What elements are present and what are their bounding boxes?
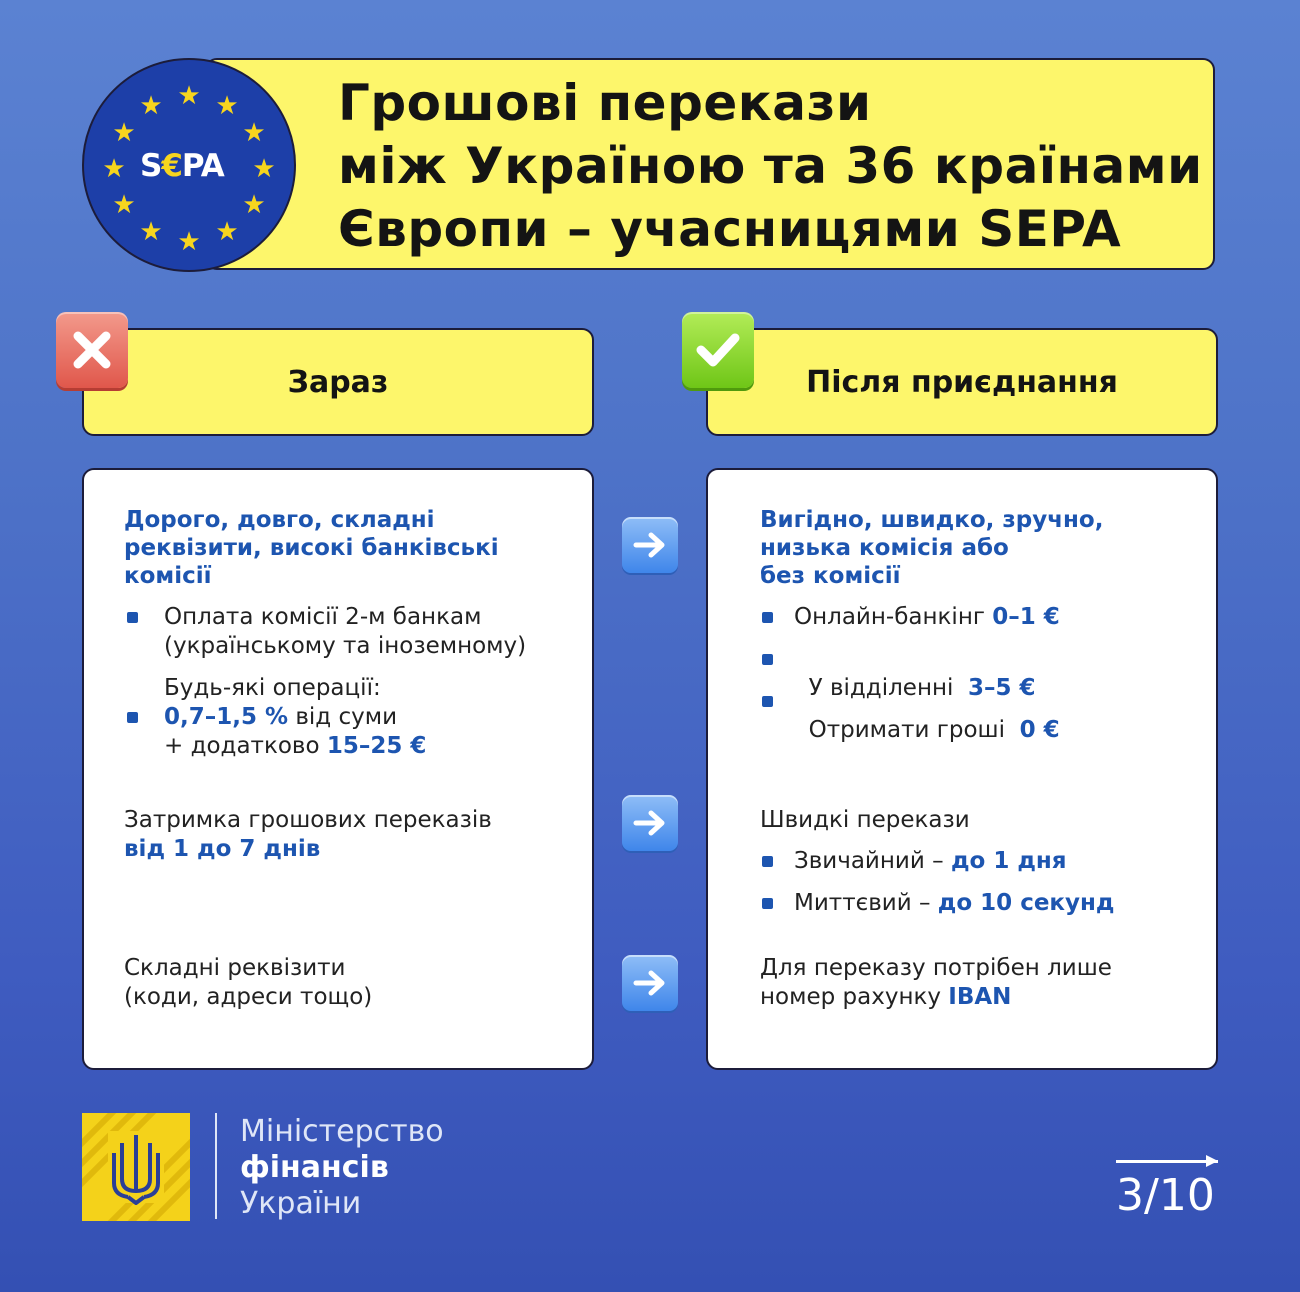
fee-label: У відділенні (808, 675, 969, 701)
bullet-marker (762, 654, 773, 665)
title-line-1: Грошові перекази (338, 74, 872, 132)
bullet-marker (127, 712, 138, 723)
svg-text:★: ★ (252, 154, 276, 184)
sepa-logo (82, 58, 296, 272)
fee-value: 3–5 € (968, 675, 1036, 701)
fee-item-receive (794, 687, 1060, 745)
svg-text:★: ★ (177, 81, 201, 111)
iban-info (760, 954, 1112, 1012)
iban-value: IBAN (948, 984, 1012, 1010)
title-line-3: Європи – учасницями SEPA (338, 200, 1122, 258)
bullet-marker (762, 856, 773, 867)
bullet-marker (762, 612, 773, 623)
ministry-line-1: Міністерство (240, 1114, 444, 1149)
left-heading (124, 506, 499, 590)
ministry-name (240, 1114, 444, 1222)
page-number: 3/10 (1116, 1170, 1215, 1221)
operations-extra-value: 15–25 € (326, 733, 427, 759)
svg-text:★: ★ (112, 190, 136, 220)
operations-extra-prefix: + додатково (164, 733, 327, 759)
ministry-line-3: України (240, 1186, 362, 1221)
speed-label: Звичайний – (794, 848, 951, 874)
arrow-right-icon (622, 795, 678, 851)
svg-text:★: ★ (139, 217, 163, 247)
header-after-label: Після приєднання (806, 364, 1118, 400)
pagination-arrow-line (1116, 1160, 1218, 1163)
speed-item-regular (794, 847, 1067, 876)
title-line-2: між Україною та 36 країнами (338, 137, 1203, 195)
svg-text:★: ★ (242, 190, 266, 220)
iban-line-2-prefix: номер рахунку (760, 984, 949, 1010)
right-heading-line-2: низька комісія або (760, 535, 1009, 561)
left-bullet-fees-line-2: (українському та іноземному) (164, 633, 527, 659)
delay-line-2: від 1 до 7 днів (124, 836, 321, 862)
header-now-label: Зараз (287, 364, 389, 400)
left-delay (124, 806, 492, 864)
header-after (706, 328, 1218, 436)
left-details (124, 954, 372, 1012)
fee-item-online (794, 603, 1060, 632)
arrow-right-icon (622, 955, 678, 1011)
sepa-euro-sign: € (161, 148, 182, 184)
svg-text:★: ★ (177, 227, 201, 257)
right-heading-line-1: Вигідно, швидко, зручно, (760, 507, 1104, 533)
left-heading-line-1: Дорого, довго, складні (124, 507, 435, 533)
svg-text:★: ★ (102, 154, 126, 184)
fee-label: Отримати гроші (808, 717, 1020, 743)
header-now (82, 328, 594, 436)
operations-percent: 0,7–1,5 % (164, 704, 289, 730)
svg-text:★: ★ (112, 118, 136, 148)
bullet-marker (762, 898, 773, 909)
cross-icon (56, 312, 128, 388)
svg-text:★: ★ (215, 91, 239, 121)
speed-value: до 1 дня (950, 848, 1067, 874)
sepa-letters-pa: PA (181, 148, 224, 184)
arrow-right-icon (622, 517, 678, 573)
sepa-wordmark (140, 148, 224, 184)
details-line-1: Складні реквізити (124, 955, 346, 981)
pagination-arrow-icon (1206, 1155, 1218, 1167)
left-bullet-fees-line-1: Оплата комісії 2-м банкам (164, 604, 482, 630)
check-icon (682, 312, 754, 388)
left-bullet-operations (164, 674, 426, 761)
iban-line-1: Для переказу потрібен лише (760, 955, 1112, 981)
left-bullet-fees (164, 603, 526, 661)
svg-text:★: ★ (242, 118, 266, 148)
speed-label: Миттєвий – (794, 890, 938, 916)
delay-line-1: Затримка грошових переказів (124, 807, 492, 833)
speed-item-instant (794, 889, 1115, 918)
bullet-marker (762, 696, 773, 707)
operations-intro: Будь-які операції: (164, 675, 381, 701)
details-line-2: (коди, адреси тощо) (124, 984, 373, 1010)
bullet-marker (127, 612, 138, 623)
svg-text:★: ★ (215, 217, 239, 247)
fast-transfers-title: Швидкі перекази (760, 807, 970, 833)
svg-text:★: ★ (139, 91, 163, 121)
left-heading-line-3: комісії (124, 563, 212, 589)
trident-icon (82, 1113, 190, 1221)
right-heading (760, 506, 1103, 590)
right-heading-line-3: без комісії (760, 563, 901, 589)
ministry-line-2: фінансів (240, 1150, 389, 1185)
operations-suffix: від суми (288, 704, 398, 730)
fee-label: Онлайн-банкінг (794, 604, 993, 630)
sepa-letter-s: S (140, 148, 162, 184)
page-title (338, 72, 1218, 261)
fee-value: 0 € (1019, 717, 1060, 743)
speed-value: до 10 секунд (937, 890, 1115, 916)
logo-divider (215, 1113, 217, 1219)
left-heading-line-2: реквізити, високі банківські (124, 535, 499, 561)
fee-value: 0–1 € (992, 604, 1060, 630)
